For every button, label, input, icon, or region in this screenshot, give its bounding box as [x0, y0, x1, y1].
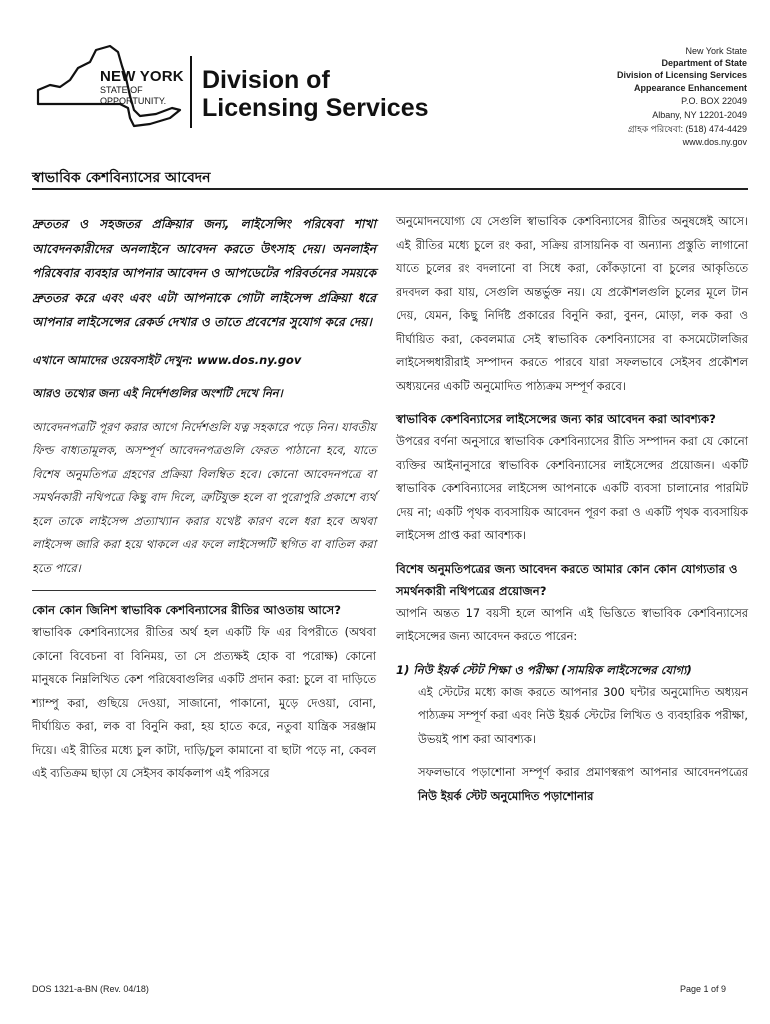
- who-applies-paragraph: উপরের বর্ণনা অনুসারে স্বাভাবিক কেশবিন্যাসের রীতি সম্পাদন করা যে কোনো ব্যক্তির আইনানুসারে স্বাভাবিক কেশবিন্যাসের লাইসেন্সের প্রয়োজন। একটি স্বাভাবিক কেশবিন্যাসের লাইসেন্স আপনাকে একটি ব্যবসা চালানোর পারমিট দেয় না; একটি পৃথক ব্যবসায়িক আবেদন পূরণ করা ও একটি পৃথক ব্যবসায়িক লাইসেন্স প্রাপ্ত করা আবশ্যক।: [396, 434, 748, 542]
- read-more-note: আরও তথ্যের জন্য এই নির্দেশগুলির অংশটি দেখে নিন।: [32, 386, 283, 400]
- address-department: Department of State: [661, 58, 747, 68]
- section-body-scope: স্বাভাবিক কেশবিন্যাসের রীতির অর্থ হল একটি ফি এর বিপরীতে (অথবা কোনো বিবেচনা বা বিনিময়, তা সে প্রত্যক্ষই হোক বা পরোক্ষ) কোনো মানুষকে নিম্নলিখিত কেশ পরিষেবাগুলির একটি প্রদান করা: চুলে বা দাড়িতে শ্যাম্পু করা, গুছিয়ে দেওয়া, সাজানো, পাকানো, মুড়ে দেওয়া, বোনা, দীর্ঘায়িত করা, লক বা বিনুনি করা, হয় হাতে করে, নতুবা যান্ত্রিক সরঞ্জাম দিয়ে। এই রীতির মধ্যে চুল কাটা, দাড়ি/চুল কামানো বা ছাটা পড়ে না, কেবল এই ব্যতিক্রম ছাড়া যে সেইসব কার্যকলাপ এই পরিসরে: [32, 625, 376, 780]
- title-divider: [32, 188, 748, 190]
- website-note[interactable]: এখানে আমাদের ওয়েবসাইট দেখুন: www.dos.ny.gov: [32, 352, 302, 367]
- logo-state-of: STATE OF: [100, 85, 143, 95]
- qualification-item-1-proof: [396, 761, 748, 808]
- section-divider: [32, 590, 376, 591]
- qualifications-paragraph: আপনি অন্তত 17 বয়সী হলে আপনি এই ভিত্তিতে স্বাভাবিক কেশবিন্যাসের লাইসেন্সের জন্য আবেদন করতে পারেন:: [396, 605, 748, 643]
- qualification-item-1-heading: 1) নিউ ইয়র্ক স্টেট শিক্ষা ও পরীক্ষা (সাময়িক লাইসেন্সের যোগ্য): [396, 662, 692, 677]
- page-title: স্বাভাবিক কেশবিন্যাসের আবেদন: [32, 170, 211, 186]
- agency-name-line2: Licensing Services: [202, 94, 429, 122]
- address-city: Albany, NY 12201-2049: [652, 110, 747, 120]
- section-heading-who-applies: স্বাভাবিক কেশবিন্যাসের লাইসেন্সের জন্য কার আবেদন করা আবশ্যক?: [396, 412, 716, 426]
- section-heading-scope: কোন কোন জিনিশ স্বাভাবিক কেশবিন্যাসের রীতির আওতায় আসে?: [32, 603, 341, 617]
- address-unit: Appearance Enhancement: [633, 83, 747, 93]
- left-column: [32, 212, 376, 786]
- proof-bold-text: নিউ ইয়র্ক স্টেট অনুমোদিত পড়াশোনার: [418, 788, 594, 803]
- scope-continued-paragraph: অনুমোদনযোগ্য যে সেগুলি স্বাভাবিক কেশবিন্যাসের রীতির অনুষঙ্গেই আসে। এই রীতির মধ্যে চুলে রং করা, সক্রিয় রাসায়নিক বা অন্যান্য প্রস্তুতি লাগানো যাতে চুলের রং বদলানো বা সিধে করা, কোঁকড়ানো বা চুলের আকৃতিতে রদবদল করা যায়, সেগুলি অন্তর্ভুক্ত নয়। যে প্রকৌশলগুলি চুলের মূলে টান দেয়, যেমন, কিছু নির্দিষ্ট প্রকারের বিনুনি করা, বুনন, মোড়া, লক করা ও দীর্ঘায়িত করা, কেবলমাত্র সেই স্বাভাবিক কেশবিন্যাসের বা কসমেটোলজির লাইসেন্সধারীরাই সম্পাদন করতে পারবে যারা সফলভাবে সেইসব প্রকৌশল অধ্যয়নের একটি অনুমোদিত পাঠ্যক্রম সম্পূর্ণ করবে।: [396, 214, 748, 393]
- proof-text: সফলভাবে পড়াশোনা সম্পূর্ণ করার প্রমাণস্বরূপ আপনার আবেদনপত্রের: [418, 765, 748, 779]
- address-division: Division of Licensing Services: [616, 70, 747, 80]
- address-phone: গ্রাহক পরিষেবা: (518) 474-4429: [627, 124, 747, 134]
- section-heading-qualifications: বিশেষ অনুমতিপত্রের জন্য আবেদন করতে আমার কোন কোন যোগ্যতার ও সমর্থনকারী নথিপত্রের প্রয়োজন?: [396, 561, 738, 598]
- logo-new-york: NEW YORK: [100, 68, 184, 85]
- logo-opportunity: OPPORTUNITY.: [100, 96, 167, 106]
- address-po-box: P.O. BOX 22049: [681, 96, 747, 106]
- logo-divider: [190, 56, 192, 128]
- page-number: Page 1 of 9: [680, 984, 727, 994]
- address-state: New York State: [685, 46, 747, 56]
- instructions-paragraph: আবেদনপত্রটি পূরণ করার আগে নির্দেশগুলি যত্ন সহকারে পড়ে নিন। যাবতীয় ফিল্ড বাধ্যতামূলক, অসম্পূর্ণ আবেদনপত্রগুলি ফেরত পাঠানো হবে, যাতে বিশেষ অনুমতিপত্র গ্রহণের প্রক্রিয়া বিলম্বিত হবে। কোনো আবেদনপত্রে বা সমর্থনকারী নথিপত্রে কিছু বাদ দিলে, ত্রুটিযুক্ত হলে বা পুরোপুরি প্রকাশে ব্যর্থ হলে তাকে লাইসেন্স প্রত্যাখ্যান করার যথেষ্ট কারণ বলে ধরা হবে অথবা লাইসেন্স জারি করা হয়ে থাকলে এর ফলে লাইসেন্সটি স্থগিত বা বাতিল করা হতে পারে।: [32, 419, 376, 575]
- form-id: DOS 1321-a-BN (Rev. 04/18): [32, 984, 149, 994]
- intro-paragraph: দ্রুততর ও সহজতর প্রক্রিয়ার জন্য, লাইসেন্সিং পরিষেবা শাখা আবেদনকারীদের অনলাইনে আবেদন করতে উৎসাহ দেয়। অনলাইন পরিষেবার ব্যবহার আপনার আবেদন ও আপডেটের পরিবর্তনের সময়কে দ্রুততর করে এবং এবং এটা আপনাকে গোটা লাইসেন্স প্রক্রিয়া ধরে আপনার লাইসেন্সের রেকর্ড দেখার ও তাতে প্রবেশের সুযোগ করে দেয়।: [32, 217, 376, 329]
- address-website[interactable]: www.dos.ny.gov: [682, 137, 747, 147]
- qualification-item-1-body: এই স্টেটের মধ্যে কাজ করতে আপনার 300 ঘন্টার অনুমোদিত অধ্যয়ন পাঠ্যক্রম সম্পূর্ণ করা এবং নিউ ইয়র্ক স্টেটের লিখিত ও ব্যবহারিক পরীক্ষা, উভয়ই পাশ করা আবশ্যক।: [418, 684, 748, 746]
- right-column: [396, 210, 748, 808]
- agency-name-line1: Division of: [202, 66, 330, 94]
